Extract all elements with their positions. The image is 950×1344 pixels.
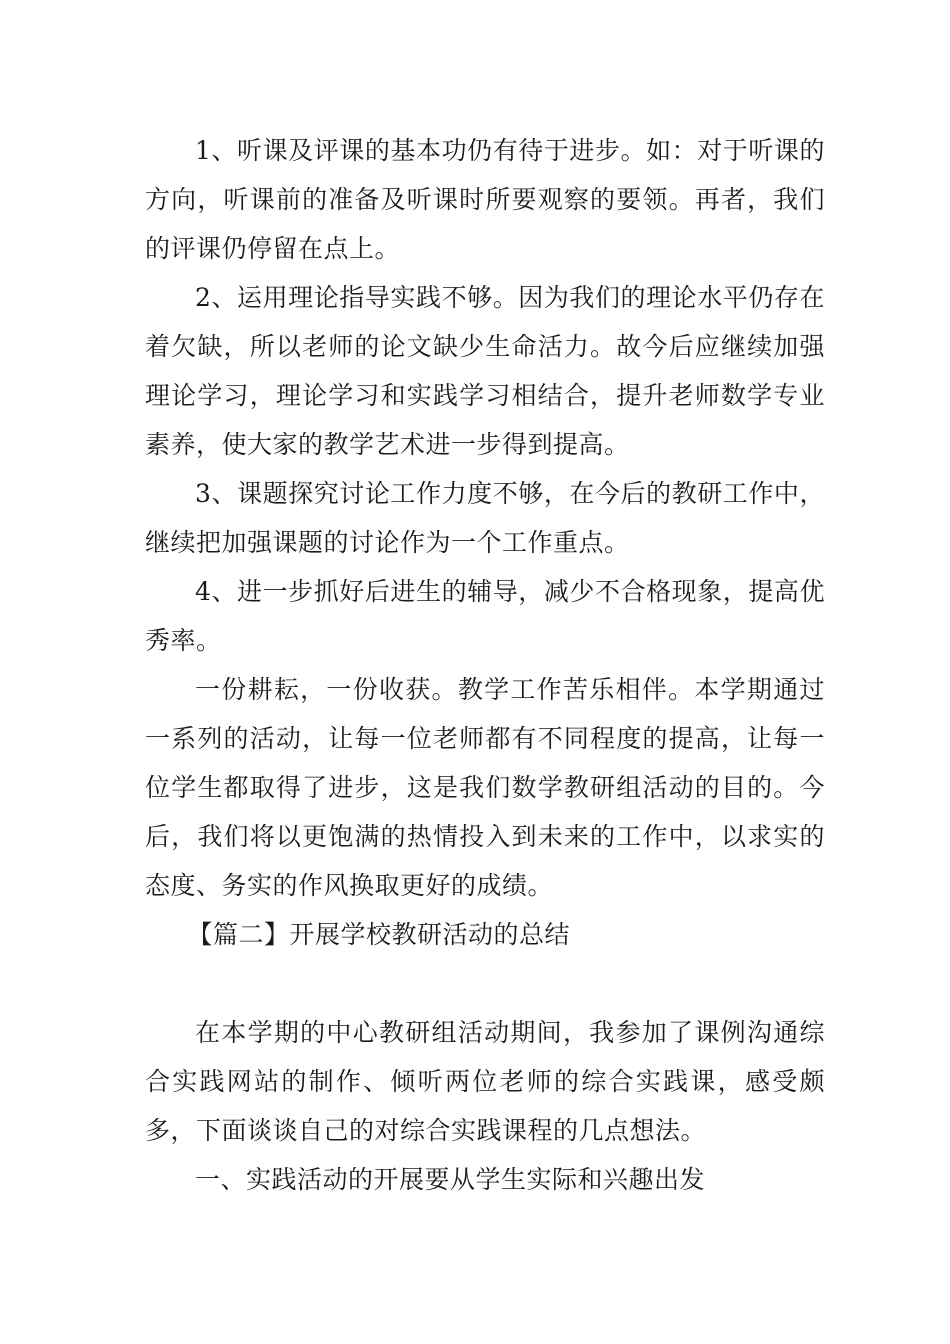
paragraph-5: 一份耕耘，一份收获。教学工作苦乐相伴。本学期通过一系列的活动，让每一位老师都有不同程度的提高，让每一位学生都取得了进步，这是我们数学教研组活动的目的。今后，我们将以更饱满的热情投入到未来的工作中，以求实的态度、务实的作风换取更好的成绩。 xyxy=(145,675,825,900)
section-gap xyxy=(145,959,825,1008)
document-body xyxy=(145,126,825,1204)
section-heading: 【篇二】开展学校教研活动的总结 xyxy=(187,920,571,949)
paragraph-7: 一、实践活动的开展要从学生实际和兴趣出发 xyxy=(195,1165,706,1194)
paragraph-1: 1、听课及评课的基本功仍有待于进步。如：对于听课的方向，听课前的准备及听课时所要观察的要领。再者，我们的评课仍停留在点上。 xyxy=(145,136,825,263)
paragraph-6: 在本学期的中心教研组活动期间，我参加了课例沟通综合实践网站的制作、倾听两位老师的综合实践课，感受颇多，下面谈谈自己的对综合实践课程的几点想法。 xyxy=(145,1018,825,1145)
paragraph-4: 4、进一步抓好后进生的辅导，减少不合格现象，提高优秀率。 xyxy=(145,577,825,655)
paragraph-2: 2、运用理论指导实践不够。因为我们的理论水平仍存在着欠缺，所以老师的论文缺少生命活力。故今后应继续加强理论学习，理论学习和实践学习相结合，提升老师数学专业素养，使大家的教学艺术进一步得到提高。 xyxy=(145,283,825,459)
paragraph-3: 3、课题探究讨论工作力度不够，在今后的教研工作中，继续把加强课题的讨论作为一个工作重点。 xyxy=(145,479,825,557)
